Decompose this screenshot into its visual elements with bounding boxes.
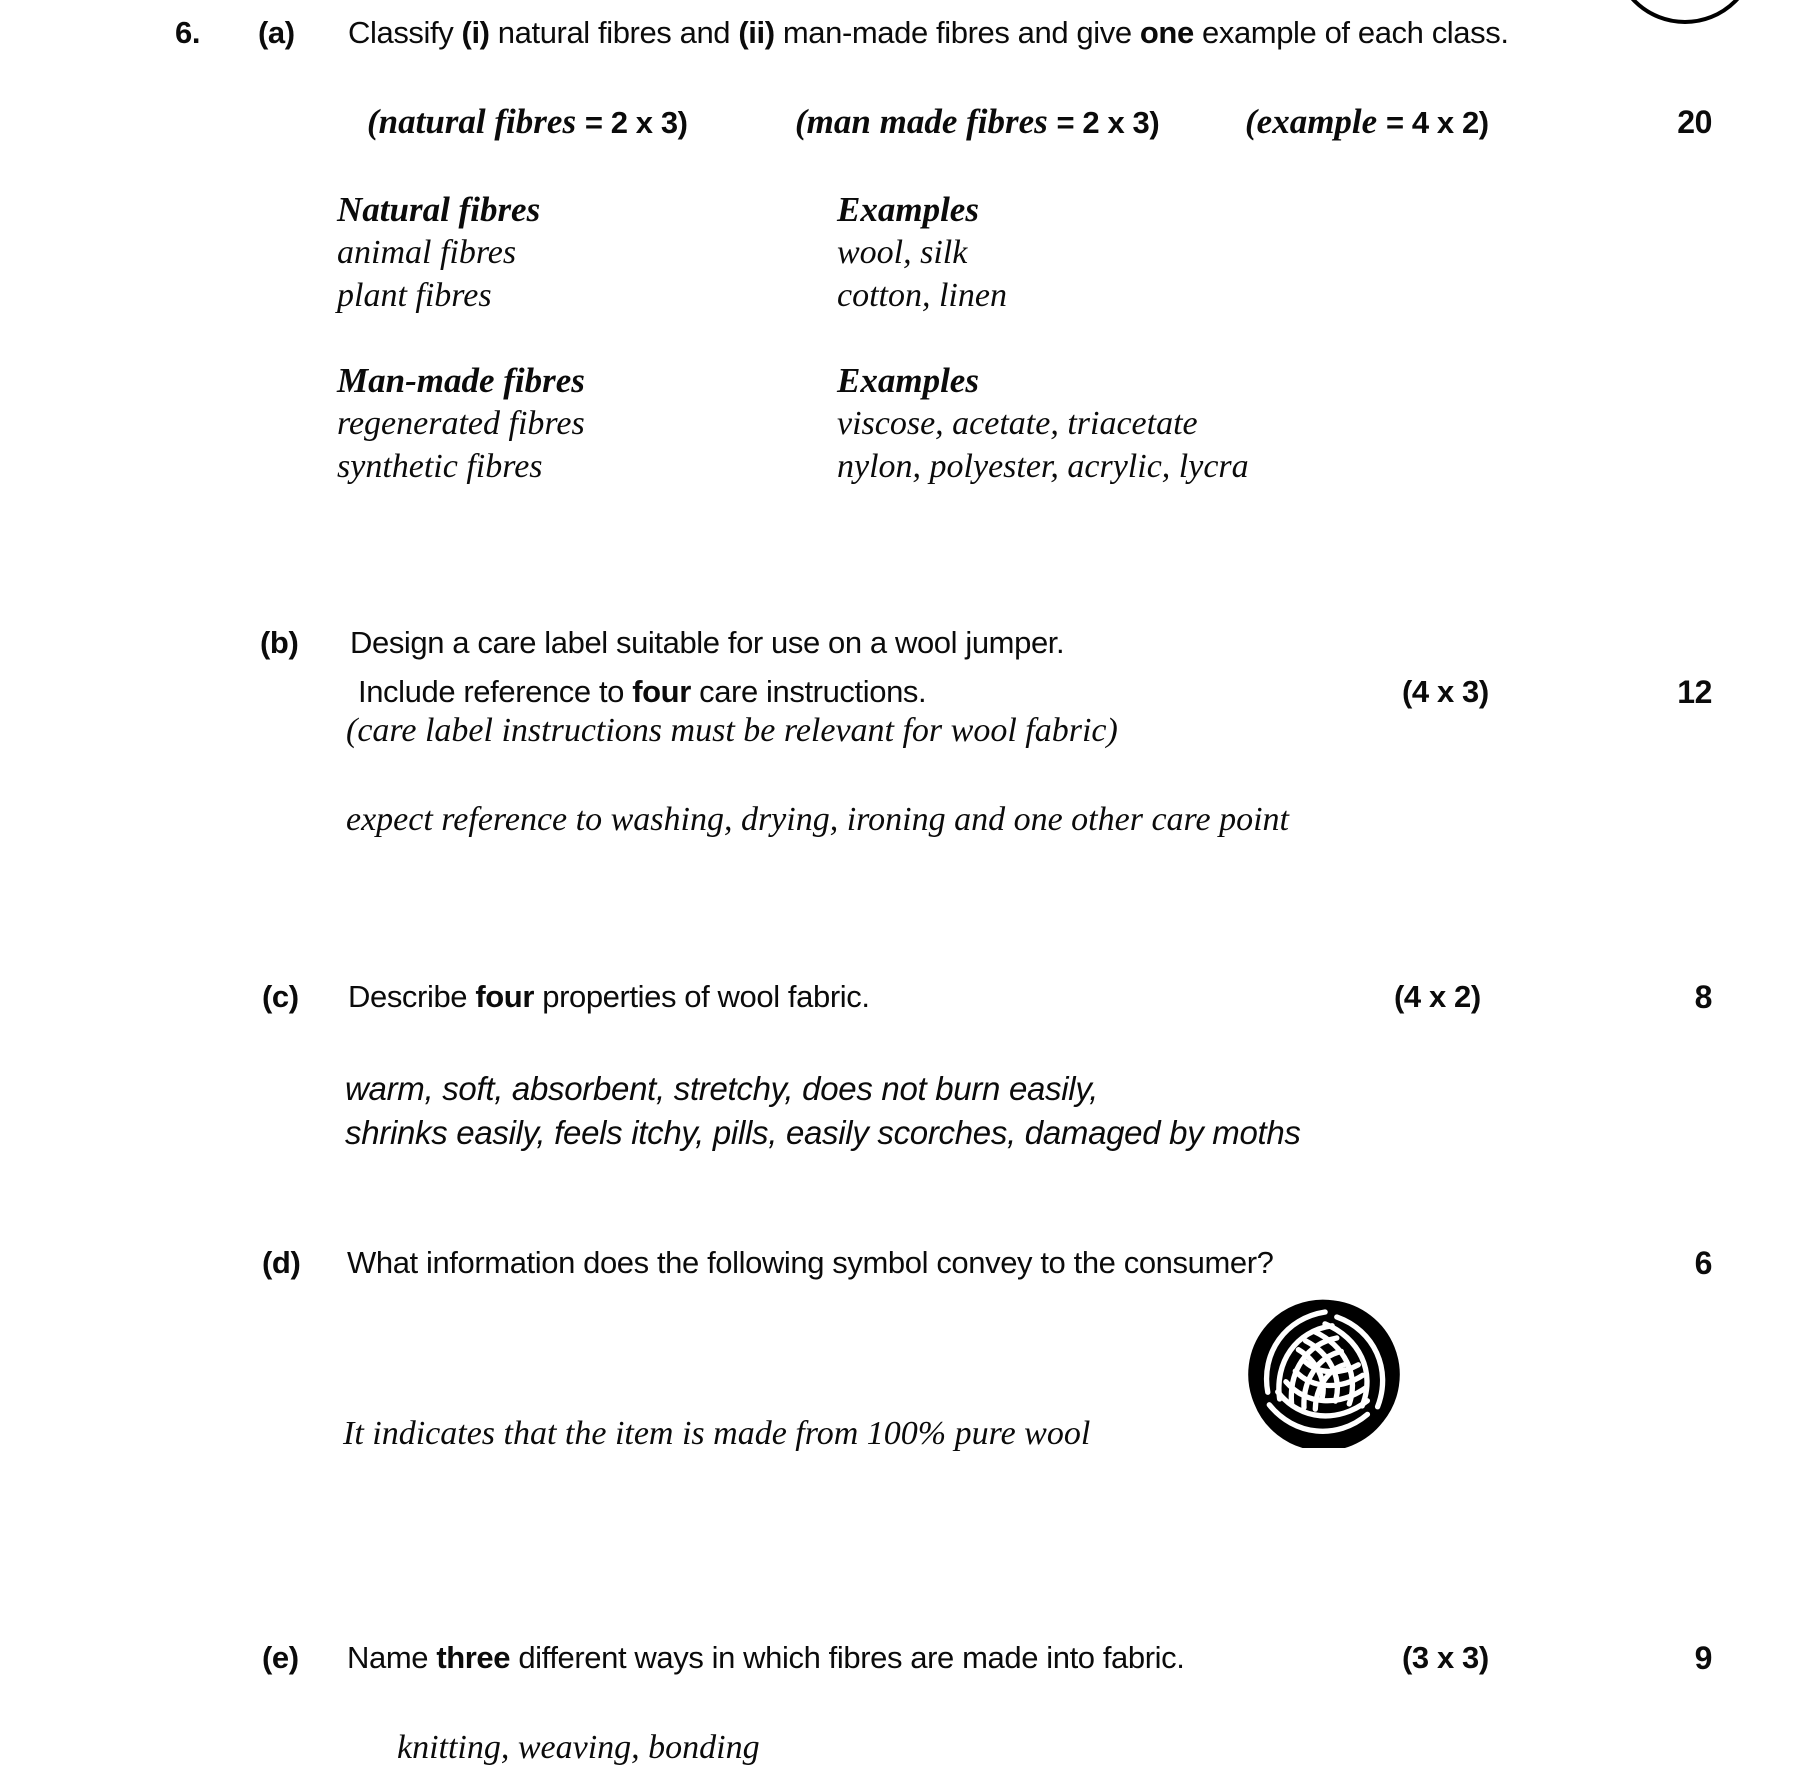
section-c-answer-line2: shrinks easily, feels itchy, pills, easily scorches, damaged by moths xyxy=(345,1114,1301,1151)
section-e-label: (e) xyxy=(262,1640,299,1675)
section-c-label: (c) xyxy=(262,979,299,1014)
section-b-answer: expect reference to washing, drying, ironing and one other care point xyxy=(346,801,1289,838)
natural-fibres-item: animal fibres xyxy=(337,234,517,271)
section-e-marks: 9 xyxy=(1694,1640,1712,1676)
section-b-note: (care label instructions must be relevant for wool fabric) xyxy=(346,712,1118,749)
examples-item: nylon, polyester, acrylic, lycra xyxy=(837,448,1249,485)
natural-fibres-item: plant fibres xyxy=(337,277,492,314)
section-d-label: (d) xyxy=(262,1245,301,1280)
section-c-answer-line1: warm, soft, absorbent, stretchy, does not burn easily, xyxy=(345,1070,1098,1107)
examples-header: Examples xyxy=(837,190,979,229)
section-a-label: (a) xyxy=(258,15,295,50)
manmade-fibres-header: Man-made fibres xyxy=(337,361,585,400)
examples-item: wool, silk xyxy=(837,234,968,271)
natural-fibres-column xyxy=(337,188,540,317)
section-d-answer: It indicates that the item is made from 100% pure wool xyxy=(343,1415,1091,1452)
examples-header: Examples xyxy=(837,361,979,400)
marking-name: (natural fibres xyxy=(367,102,585,141)
section-a-marking-manmade xyxy=(795,104,1159,139)
section-c-marking: (4 x 2) xyxy=(1394,979,1481,1014)
marking-calc: = 4 x 2) xyxy=(1385,105,1489,140)
section-e-answer: knitting, weaving, bonding xyxy=(397,1729,760,1766)
woolmark-symbol-icon xyxy=(1248,1296,1400,1448)
manmade-examples-column xyxy=(837,359,1249,488)
corner-circle-annotation xyxy=(1612,0,1758,24)
question-number: 6. xyxy=(175,15,201,50)
section-b-marks: 12 xyxy=(1677,674,1712,710)
section-b-label: (b) xyxy=(260,625,299,660)
manmade-fibres-column xyxy=(337,359,585,488)
examples-item: cotton, linen xyxy=(837,277,1007,314)
marking-calc: = 2 x 3) xyxy=(1056,105,1160,140)
section-a-marking-natural xyxy=(367,104,688,139)
section-e-marking: (3 x 3) xyxy=(1402,1640,1489,1675)
section-c-prompt: Describe four properties of wool fabric. xyxy=(348,979,870,1014)
section-b-prompt-line2: Include reference to four care instructions. xyxy=(358,674,927,709)
section-b-prompt-line1: Design a care label suitable for use on a wool jumper. xyxy=(350,625,1065,660)
section-d-marks: 6 xyxy=(1694,1245,1712,1281)
section-e-prompt: Name three different ways in which fibres are made into fabric. xyxy=(347,1640,1185,1675)
manmade-fibres-item: synthetic fibres xyxy=(337,448,543,485)
section-c-marks: 8 xyxy=(1694,979,1712,1015)
examples-item: viscose, acetate, triacetate xyxy=(837,405,1198,442)
section-a-marking-example xyxy=(1245,104,1489,139)
section-a-prompt: Classify (i) natural fibres and (ii) man-made fibres and give one example of each class. xyxy=(348,15,1509,50)
section-a-marks: 20 xyxy=(1677,104,1712,140)
marking-name: (man made fibres xyxy=(795,102,1057,141)
manmade-fibres-item: regenerated fibres xyxy=(337,405,585,442)
natural-examples-column xyxy=(837,188,1007,317)
section-b-marking: (4 x 3) xyxy=(1402,674,1489,709)
section-d-prompt: What information does the following symbol convey to the consumer? xyxy=(347,1245,1274,1280)
marking-name: (example xyxy=(1245,102,1386,141)
marking-calc: = 2 x 3) xyxy=(584,105,688,140)
natural-fibres-header: Natural fibres xyxy=(337,190,541,229)
